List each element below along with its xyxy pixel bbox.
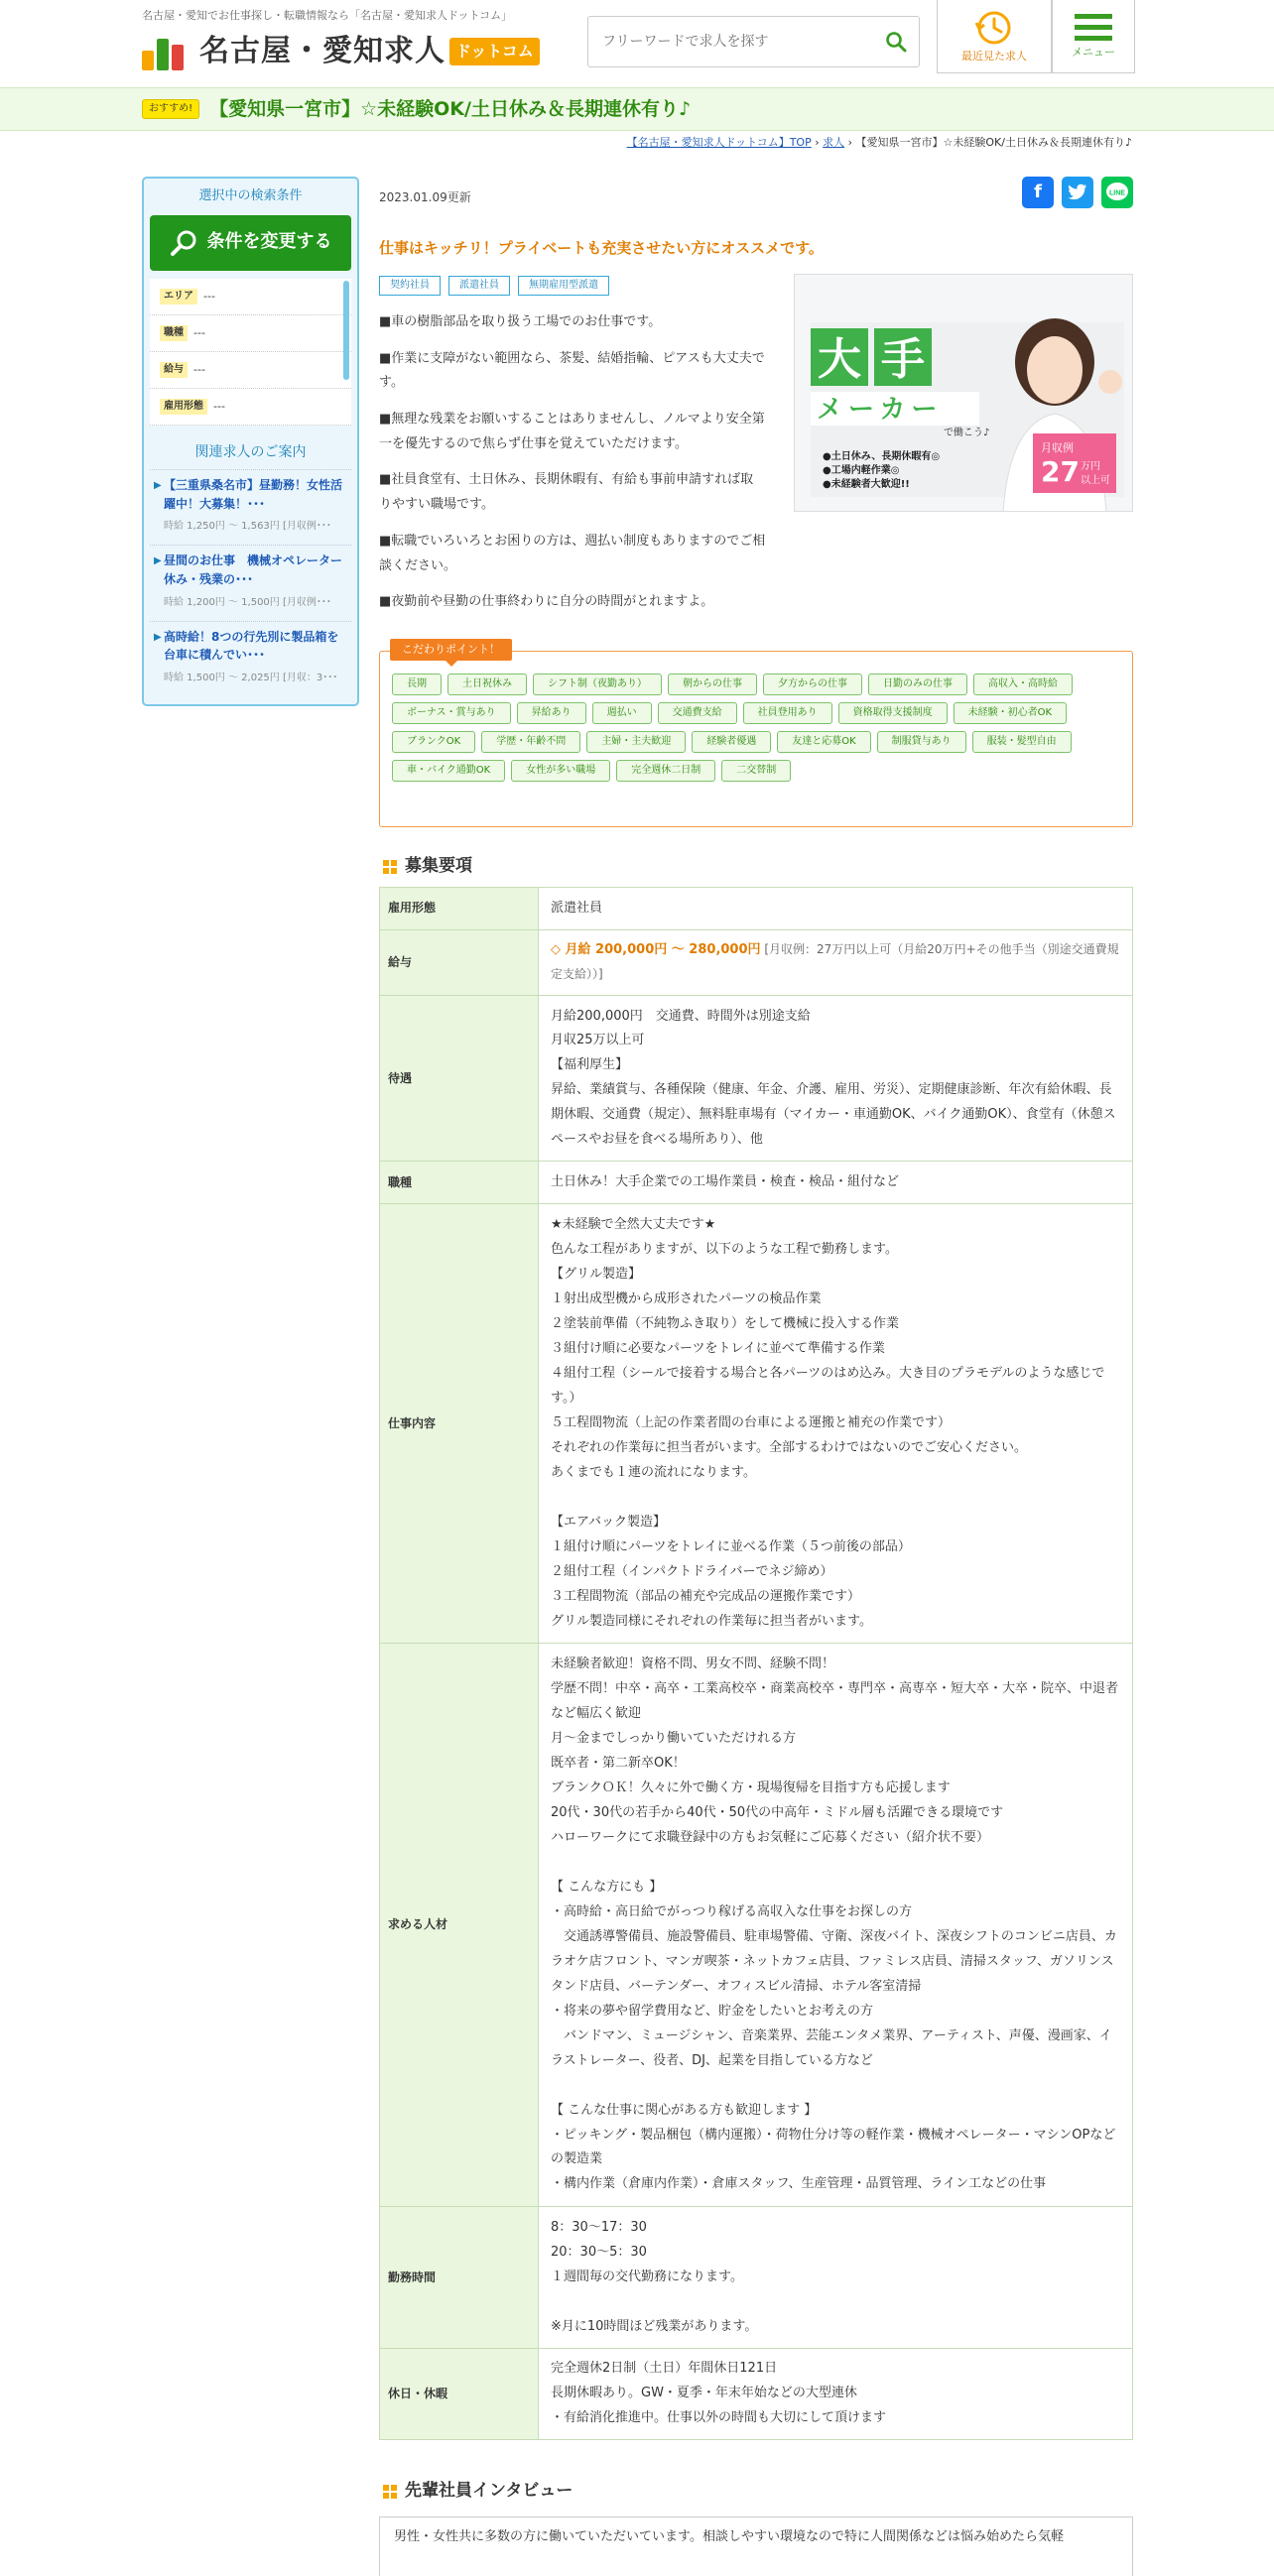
- change-conditions-label: 条件を変更する: [206, 231, 332, 253]
- table-row: [380, 996, 1133, 1162]
- row-label: 待遇: [380, 996, 539, 1162]
- salary-note: [月収例：27万円以上可（月給20万円+その他手当（別途交通費規定支給））]: [551, 942, 1119, 981]
- breadcrumb-separator: ›: [844, 136, 856, 149]
- hero-point-2: ●未経験者大歓迎!!: [823, 479, 910, 490]
- row-label: 給与: [380, 930, 539, 996]
- menu-label: メニュー: [1072, 45, 1115, 59]
- requirements-title: 募集要項: [405, 856, 472, 876]
- feature-tag: 完全週休二日制: [616, 760, 715, 782]
- feature-tag: 日勤のみの仕事: [868, 674, 967, 695]
- hero-big1: 大: [818, 334, 861, 385]
- feature-tag: 女性が多い職場: [511, 760, 610, 782]
- row-value: 土日休み！大手企業での工場作業員・検査・検品・組付など: [539, 1162, 1133, 1204]
- section-grid-icon: [383, 860, 397, 874]
- site-logo[interactable]: [142, 28, 540, 75]
- job-description: [379, 310, 766, 627]
- hero-income-value: 27: [1041, 455, 1080, 488]
- employment-tag: 派遣社員: [448, 276, 510, 296]
- updated-date: 2023.01.09更新: [379, 190, 471, 204]
- feature-tag: 土日祝休み: [447, 674, 527, 695]
- scrollbar[interactable]: [343, 281, 349, 380]
- sidebar-heading: 選択中の検索条件: [198, 188, 303, 203]
- hero-big2: 手: [881, 334, 925, 385]
- interview-heading: [383, 2478, 573, 2505]
- condition-value: ---: [193, 363, 205, 376]
- recommend-badge: おすすめ!: [142, 99, 199, 119]
- line-icon[interactable]: [1101, 177, 1133, 208]
- related-job-item[interactable]: [150, 469, 351, 539]
- feature-tag: 週払い: [592, 702, 652, 724]
- share-buttons: [1022, 177, 1133, 208]
- feature-tag: 学歴・年齢不問: [481, 731, 580, 753]
- hero-point-1: ●工場内軽作業◎: [823, 465, 900, 476]
- sidebar: [142, 177, 359, 706]
- feature-tags: [380, 652, 1132, 782]
- condition-area: [150, 279, 351, 315]
- hamburger-icon: [1075, 12, 1112, 44]
- feature-tag: シフト制（夜勤あり）: [533, 674, 662, 695]
- logo-suffix: ドットコム: [449, 38, 540, 65]
- history-clock-icon: [974, 8, 1014, 48]
- related-job-title[interactable]: 昼間のお仕事 機械オペレーター 休み・残業の･･･: [164, 553, 355, 586]
- row-value: [539, 930, 1133, 996]
- row-value: 月給200,000円 交通費、時間外は別途支給 月収25万以上可 【福利厚生】 昇給、業績賞与、各種保険（健康、年金、介護、雇用、労災）、定期健康診断、年次有給休暇、長期休暇、交通費（規定）、無料駐車場有（マイカー・車通勤OK、バイク通勤OK）、食堂有（休憩スペースやお昼を食べる場所あり）、他: [539, 996, 1133, 1162]
- related-job-wage: 時給 1,500円 ～ 2,025円 [月収：3･･･: [164, 672, 338, 683]
- section-grid-icon: [383, 2485, 397, 2499]
- feature-tag: 二交替制: [721, 760, 791, 782]
- feature-points-box: [379, 643, 1133, 827]
- search-box: [587, 16, 920, 67]
- hero-point-0: ●土日休み、長期休暇有◎: [823, 451, 941, 462]
- feature-tag: 社員登用あり: [743, 702, 832, 724]
- condition-list[interactable]: [150, 279, 351, 426]
- hero-income-label: 月収例: [1041, 441, 1074, 454]
- breadcrumb-jobs-link[interactable]: 求人: [823, 136, 845, 149]
- employment-tag: 契約社員: [379, 276, 441, 296]
- condition-tag: 雇用形態: [160, 399, 207, 415]
- search-icon[interactable]: [873, 19, 919, 64]
- feature-tag: 服装・髪型自由: [972, 731, 1072, 753]
- feature-points-label: こだわりポイント！: [390, 639, 512, 661]
- condition-tag: 職種: [160, 325, 188, 341]
- condition-salary: [150, 352, 351, 389]
- catch-copy: 仕事はキッチリ！プライベートも充実させたい方にオススメです。: [379, 239, 824, 257]
- description-paragraph: ■夜勤前や昼勤の仕事終わりに自分の時間がとれますよ。: [379, 594, 714, 610]
- related-jobs-heading: 関連求人のご案内: [194, 443, 307, 460]
- table-row: [380, 2349, 1133, 2440]
- row-label: 勤務時間: [380, 2207, 539, 2349]
- menu-button[interactable]: [1052, 0, 1135, 73]
- related-job-wage: 時給 1,200円 ～ 1,500円 [月収例･･･: [164, 596, 331, 608]
- recent-jobs-label: 最近見た求人: [961, 49, 1027, 62]
- job-title: 【愛知県一宮市】☆未経験OK/土日休み＆長期連休有り♪: [209, 97, 692, 120]
- employment-type-tags: [379, 276, 609, 296]
- description-paragraph: ■作業に支障がない範囲なら、茶髪、結婚指輪、ピアスも大丈夫です。: [379, 350, 765, 391]
- description-paragraph: ■転職でいろいろとお困りの方は、週払い制度もありますのでご相談ください。: [379, 533, 766, 573]
- feature-tag: 夕方からの仕事: [763, 674, 862, 695]
- table-row: [380, 888, 1133, 930]
- condition-value: ---: [203, 290, 215, 303]
- breadcrumb-separator: ›: [811, 136, 824, 149]
- hero-sub: で働こう♪: [944, 428, 990, 438]
- feature-tag: 経験者優遇: [692, 731, 771, 753]
- logo-mark-icon: [142, 33, 191, 70]
- feature-tag: 昇給あり: [517, 702, 586, 724]
- triangle-right-icon: ▶: [154, 631, 162, 643]
- breadcrumb-current: 【愛知県一宮市】☆未経験OK/土日休み＆長期連休有り♪: [855, 136, 1132, 149]
- feature-tag: 制服貸与あり: [877, 731, 966, 753]
- feature-tag: 友達と応募OK: [777, 731, 870, 753]
- row-value: ★未経験で全然大丈夫です★ 色んな工程がありますが、以下のような工程で勤務します。 【グリル製造】 １射出成型機から成形されたパーツの検品作業 ２塗装前準備（不純物ふき取り）をして機械に投入する作業 ３組付け順に必要なパーツをトレイに並べて準備する作業 ４組付工程（シールで接着する場合と各パーツのはめ込み。大き目のプラモデルのような感じです。） ５工程間物流（上記の作業者間の台車による運搬と補充の作業です） それぞれの作業毎に担当者がいます。全部するわけではないのでご安心ください。 あくまでも１連の流れになります。 【エアバック製造】 １組付け順にパーツをトレイに並べる作業（５つ前後の部品） ２組付工程（インパクトドライバーでネジ締め） ３工程間物流（部品の補充や完成品の運搬作業です） グリル製造同様にそれぞれの作業毎に担当者がいます。: [539, 1204, 1133, 1644]
- feature-tag: ブランクOK: [392, 731, 475, 753]
- row-label: 職種: [380, 1162, 539, 1204]
- requirements-heading: [383, 853, 472, 880]
- row-value: 未経験者歓迎！資格不問、男女不問、経験不問！ 学歴不問！中卒・高卒・工業高校卒・商業高校卒・専門卒・高専卒・短大卒・大卒・院卒、中退者など幅広く歓迎 月～金までしっかり働いていただけれる方 既卒者・第二新卒OK！ ブランクＯＫ！久々に外で働く方・現場復帰を目指す方も応援します 20代・30代の若手から40代・50代の中高年・ミドル層も活躍できる環境です ハローワークにて求職登録中の方もお気軽にご応募ください（紹介状不要） 【 こんな方にも 】 ・高時給・高日給でがっつり稼げる高収入な仕事をお探しの方 交通誘導警備員、施設警備員、駐車場警備、守衛、深夜バイト、深夜シフトのコンビニ店員、カラオケ店フロント、マンガ喫茶・ネットカフェ店員、ファミレス店員、清掃スタッフ、ガソリンスタンド店員、バーテンダー、オフィスビル清掃、ホテル客室清掃 ・将来の夢や留学費用など、貯金をしたいとお考えの方 バンドマン、ミュージシャン、音楽業界、芸能エンタメ業界、アーティスト、声優、漫画家、イラストレーター、役者、DJ、起業を目指している方など 【 こんな仕事に関心がある方も歓迎します 】 ・ピッキング・製品梱包（構内運搬）・荷物仕分け等の軽作業・機械オペレーター・マシンOPなどの製造業 ・構内作業（倉庫内作業）・倉庫スタッフ、生産管理・品質管理、ライン工などの仕事: [539, 1644, 1133, 2207]
- table-row: [380, 2207, 1133, 2349]
- feature-tag: 長期: [392, 674, 442, 695]
- table-row: [380, 1204, 1133, 1644]
- interview-text: 男性・女性共に多数の方に働いていただいています。相談しやすい環境なので特に人間関係などは悩み始めたら気軽: [379, 2516, 1133, 2576]
- hero-maker: メーカー: [817, 395, 944, 425]
- row-value: 派遣社員: [539, 888, 1133, 930]
- header-tagline: 名古屋・愛知でお仕事探し・転職情報なら「名古屋・愛知求人ドットコム」: [142, 9, 513, 22]
- condition-employment: [150, 389, 351, 426]
- related-job-item[interactable]: [150, 545, 355, 614]
- svg-text:LINE: LINE: [1109, 189, 1125, 197]
- row-label: 仕事内容: [380, 1204, 539, 1644]
- logo-text: 名古屋・愛知求人: [199, 34, 446, 68]
- feature-tag: 未経験・初心者OK: [954, 702, 1067, 724]
- facebook-icon[interactable]: f: [1022, 177, 1054, 208]
- feature-tag: ボーナス・賞与あり: [392, 702, 511, 724]
- site-header: [0, 0, 1274, 87]
- twitter-icon[interactable]: [1062, 177, 1093, 208]
- row-value: 8：30～17：30 20：30～5：30 １週間毎の交代勤務になります。 ※月に10時間ほど残業があります。: [539, 2207, 1133, 2349]
- feature-tag: 主婦・主夫歓迎: [586, 731, 686, 753]
- description-paragraph: ■車の樹脂部品を取り扱う工場でのお仕事です。: [379, 314, 662, 329]
- triangle-right-icon: ▶: [154, 480, 162, 492]
- condition-tag: 給与: [160, 362, 188, 378]
- related-job-title[interactable]: 【三重県桑名市】昼勤務！女性活躍中！大募集！･･･: [164, 478, 343, 511]
- breadcrumb-top-link[interactable]: 【名古屋・愛知求人ドットコム】TOP: [626, 136, 812, 149]
- table-row: [380, 930, 1133, 996]
- search-icon: [170, 228, 199, 258]
- description-paragraph: ■社員食堂有、土日休み、長期休暇有、有給も事前申請すれば取りやすい職場です。: [379, 472, 754, 513]
- table-row: [380, 1644, 1133, 2207]
- condition-value: ---: [213, 400, 225, 413]
- triangle-right-icon: ▶: [154, 555, 162, 567]
- row-label: 雇用形態: [380, 888, 539, 930]
- recent-jobs-button[interactable]: [937, 0, 1052, 73]
- row-label: 休日・休暇: [380, 2349, 539, 2440]
- condition-value: ---: [193, 326, 205, 339]
- feature-tag: 資格取得支援制度: [838, 702, 948, 724]
- related-job-wage: 時給 1,250円 ～ 1,563円 [月収例･･･: [164, 521, 331, 533]
- condition-job-type: [150, 315, 351, 352]
- table-row: [380, 1162, 1133, 1204]
- recommend-bar: [0, 87, 1274, 131]
- change-conditions-button[interactable]: [150, 215, 351, 271]
- hero-income-unit1: 万円: [1081, 461, 1100, 472]
- job-hero-image: [794, 274, 1133, 512]
- interview-title: 先輩社員インタビュー: [405, 2481, 573, 2501]
- breadcrumb: [627, 134, 1132, 152]
- feature-tag: 交通費支給: [658, 702, 737, 724]
- employment-tag: 無期雇用型派遣: [518, 276, 609, 296]
- feature-tag: 車・バイク通勤OK: [392, 760, 505, 782]
- row-value: 完全週休2日制（土日）年間休日121日 長期休暇あり。GW・夏季・年末年始などの大型連休 ・有給消化推進中。仕事以外の時間も大切にして頂けます: [539, 2349, 1133, 2440]
- description-paragraph: ■無理な残業をお願いすることはありませんし、ノルマより安全第一を優先するので焦らず仕事を覚えていただけます。: [379, 412, 765, 451]
- feature-tag: 高収入・高時給: [973, 674, 1073, 695]
- related-job-title[interactable]: 高時給！8つの行先別に製品箱を台車に積んでい･･･: [164, 629, 339, 663]
- search-input[interactable]: [588, 17, 873, 66]
- condition-tag: エリア: [160, 289, 197, 305]
- salary-range: ◇ 月給 200,000円 ～ 280,000円: [551, 942, 761, 957]
- row-label: 求める人材: [380, 1644, 539, 2207]
- related-job-item[interactable]: [150, 621, 351, 690]
- hero-income-unit2: 以上可: [1081, 475, 1110, 486]
- feature-tag: 朝からの仕事: [668, 674, 757, 695]
- requirements-table: [379, 887, 1133, 2440]
